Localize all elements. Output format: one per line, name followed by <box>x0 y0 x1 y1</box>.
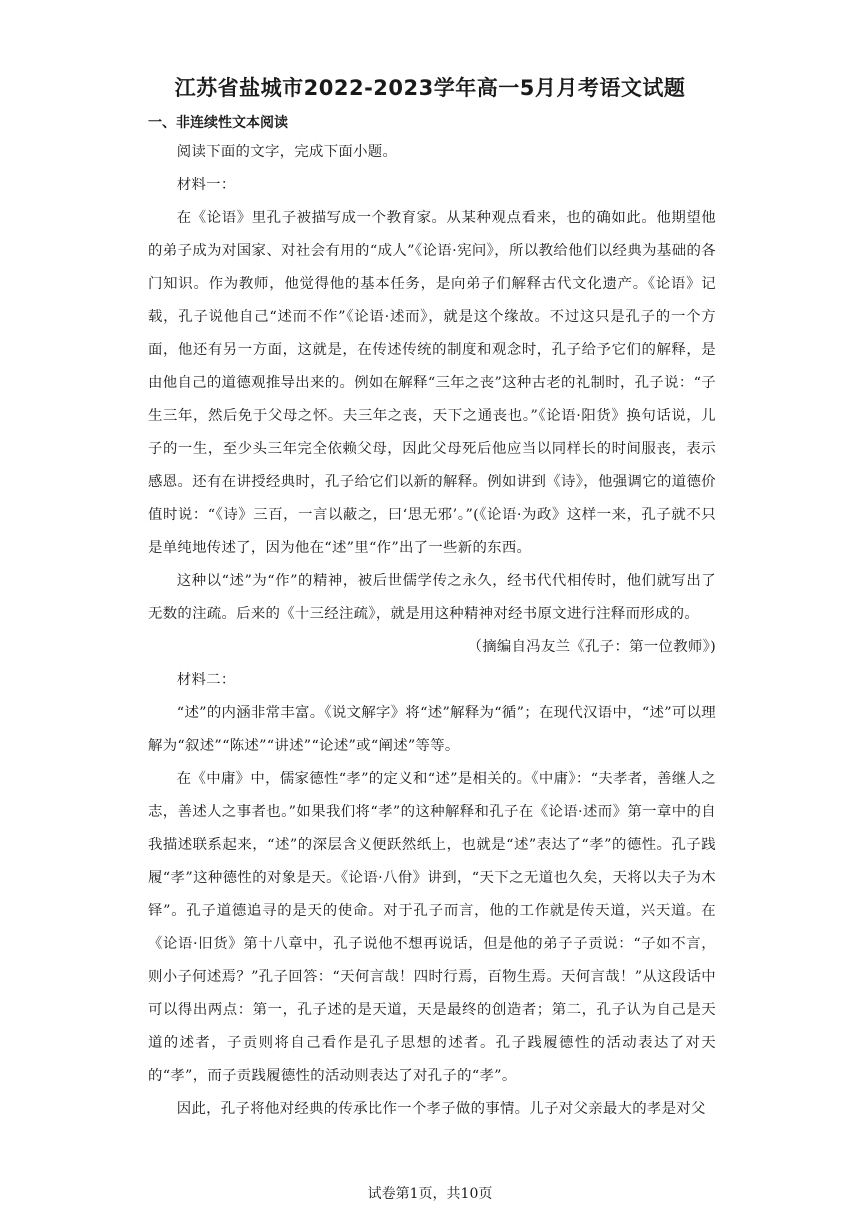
instruction-text: 阅读下面的文字，完成下面小题。 <box>176 144 398 160</box>
section-heading: 一、非连续性文本阅读 <box>148 115 288 131</box>
source-citation: （摘编自冯友兰《孔子：第一位教师》) <box>467 639 716 655</box>
paragraph: 这种以“述”为“作”的精神，被后世儒学传之永久，经书代代相传时，他们就写出了无数的注疏。后来的《十三经注疏》，就是用这种精神对经书原文进行注释而形成的。 <box>148 573 716 622</box>
reading-passage <box>148 136 716 1126</box>
page-title: 江苏省盐城市2022-2023学年高一5月月考语文试题 <box>174 76 686 100</box>
paragraph: 在《中庸》中，儒家德性“孝”的定义和“述”是相关的。《中庸》：“夫孝者，善继人之志，善述人之事者也。”如果我们将“孝”的这种解释和孔子在《论语·述而》第一章中的自我描述联系起来，“述”的深层含义便跃然纸上，也就是“述”表达了“孝”的德性。孔子践履“孝”这种德性的对象是天。《论语·八佾》讲到，“天下之无道也久矣，天将以夫子为木铎”。孔子道德追寻的是天的使命。对于孔子而言，他的工作就是传天道，兴天道。在《论语·旧货》第十八章中，孔子说他不想再说话，但是他的弟子子贡说：“子如不言，则小子何述焉？”孔子回答：“天何言哉！四时行焉，百物生焉。天何言哉！”从这段话中可以得出两点：第一，孔子述的是天道，天是最终的创造者；第二，孔子认为自己是天道的述者，子贡则将自己看作是孔子思想的述者。孔子践履德性的活动表达了对天的“孝”，而子贡践履德性的活动则表达了对孔子的“孝”。 <box>148 771 716 1084</box>
paragraph: 因此，孔子将他对经典的传承比作一个孝子做的事情。儿子对父亲最大的孝是对父 <box>176 1101 706 1117</box>
material-two-label: 材料二： <box>176 672 236 688</box>
paragraph: “述”的内涵非常丰富。《说文解字》将“述”解释为“循”；在现代汉语中，“述”可以理解为“叙述”“陈述”“讲述”“论述”或“阐述”等等。 <box>148 705 716 754</box>
paragraph: 在《论语》里孔子被描写成一个教育家。从某种观点看来，也的确如此。他期望他的弟子成为对国家、对社会有用的“成人”《论语·宪问》，所以教给他们以经典为基础的各门知识。作为教师，他觉得他的基本任务，是向弟子们解释古代文化遗产。《论语》记载，孔子说他自己“述而不作”《论语·述而》，就是这个缘故。不过这只是孔子的一个方面，他还有另一方面，这就是，在传述传统的制度和观念时，孔子给予它们的解释，是由他自己的道德观推导出来的。例如在解释“三年之丧”这种古老的礼制时，孔子说：“子生三年，然后免于父母之怀。夫三年之丧，天下之通丧也。”《论语·阳货》换句话说，儿子的一生，至少头三年完全依赖父母，因此父母死后他应当以同样长的时间服丧，表示感恩。还有在讲授经典时，孔子给它们以新的解释。例如讲到《诗》，他强调它的道德价值时说：“《诗》三百，一言以蔽之，曰‘思无邪’。”(《论语·为政》这样一来，孔子就不只是单纯地传述了，因为他在“述”里“作”出了一些新的东西。 <box>148 210 716 556</box>
page-footer: 试卷第1页，共10页 <box>367 1186 493 1202</box>
material-one-label: 材料一： <box>176 177 236 193</box>
